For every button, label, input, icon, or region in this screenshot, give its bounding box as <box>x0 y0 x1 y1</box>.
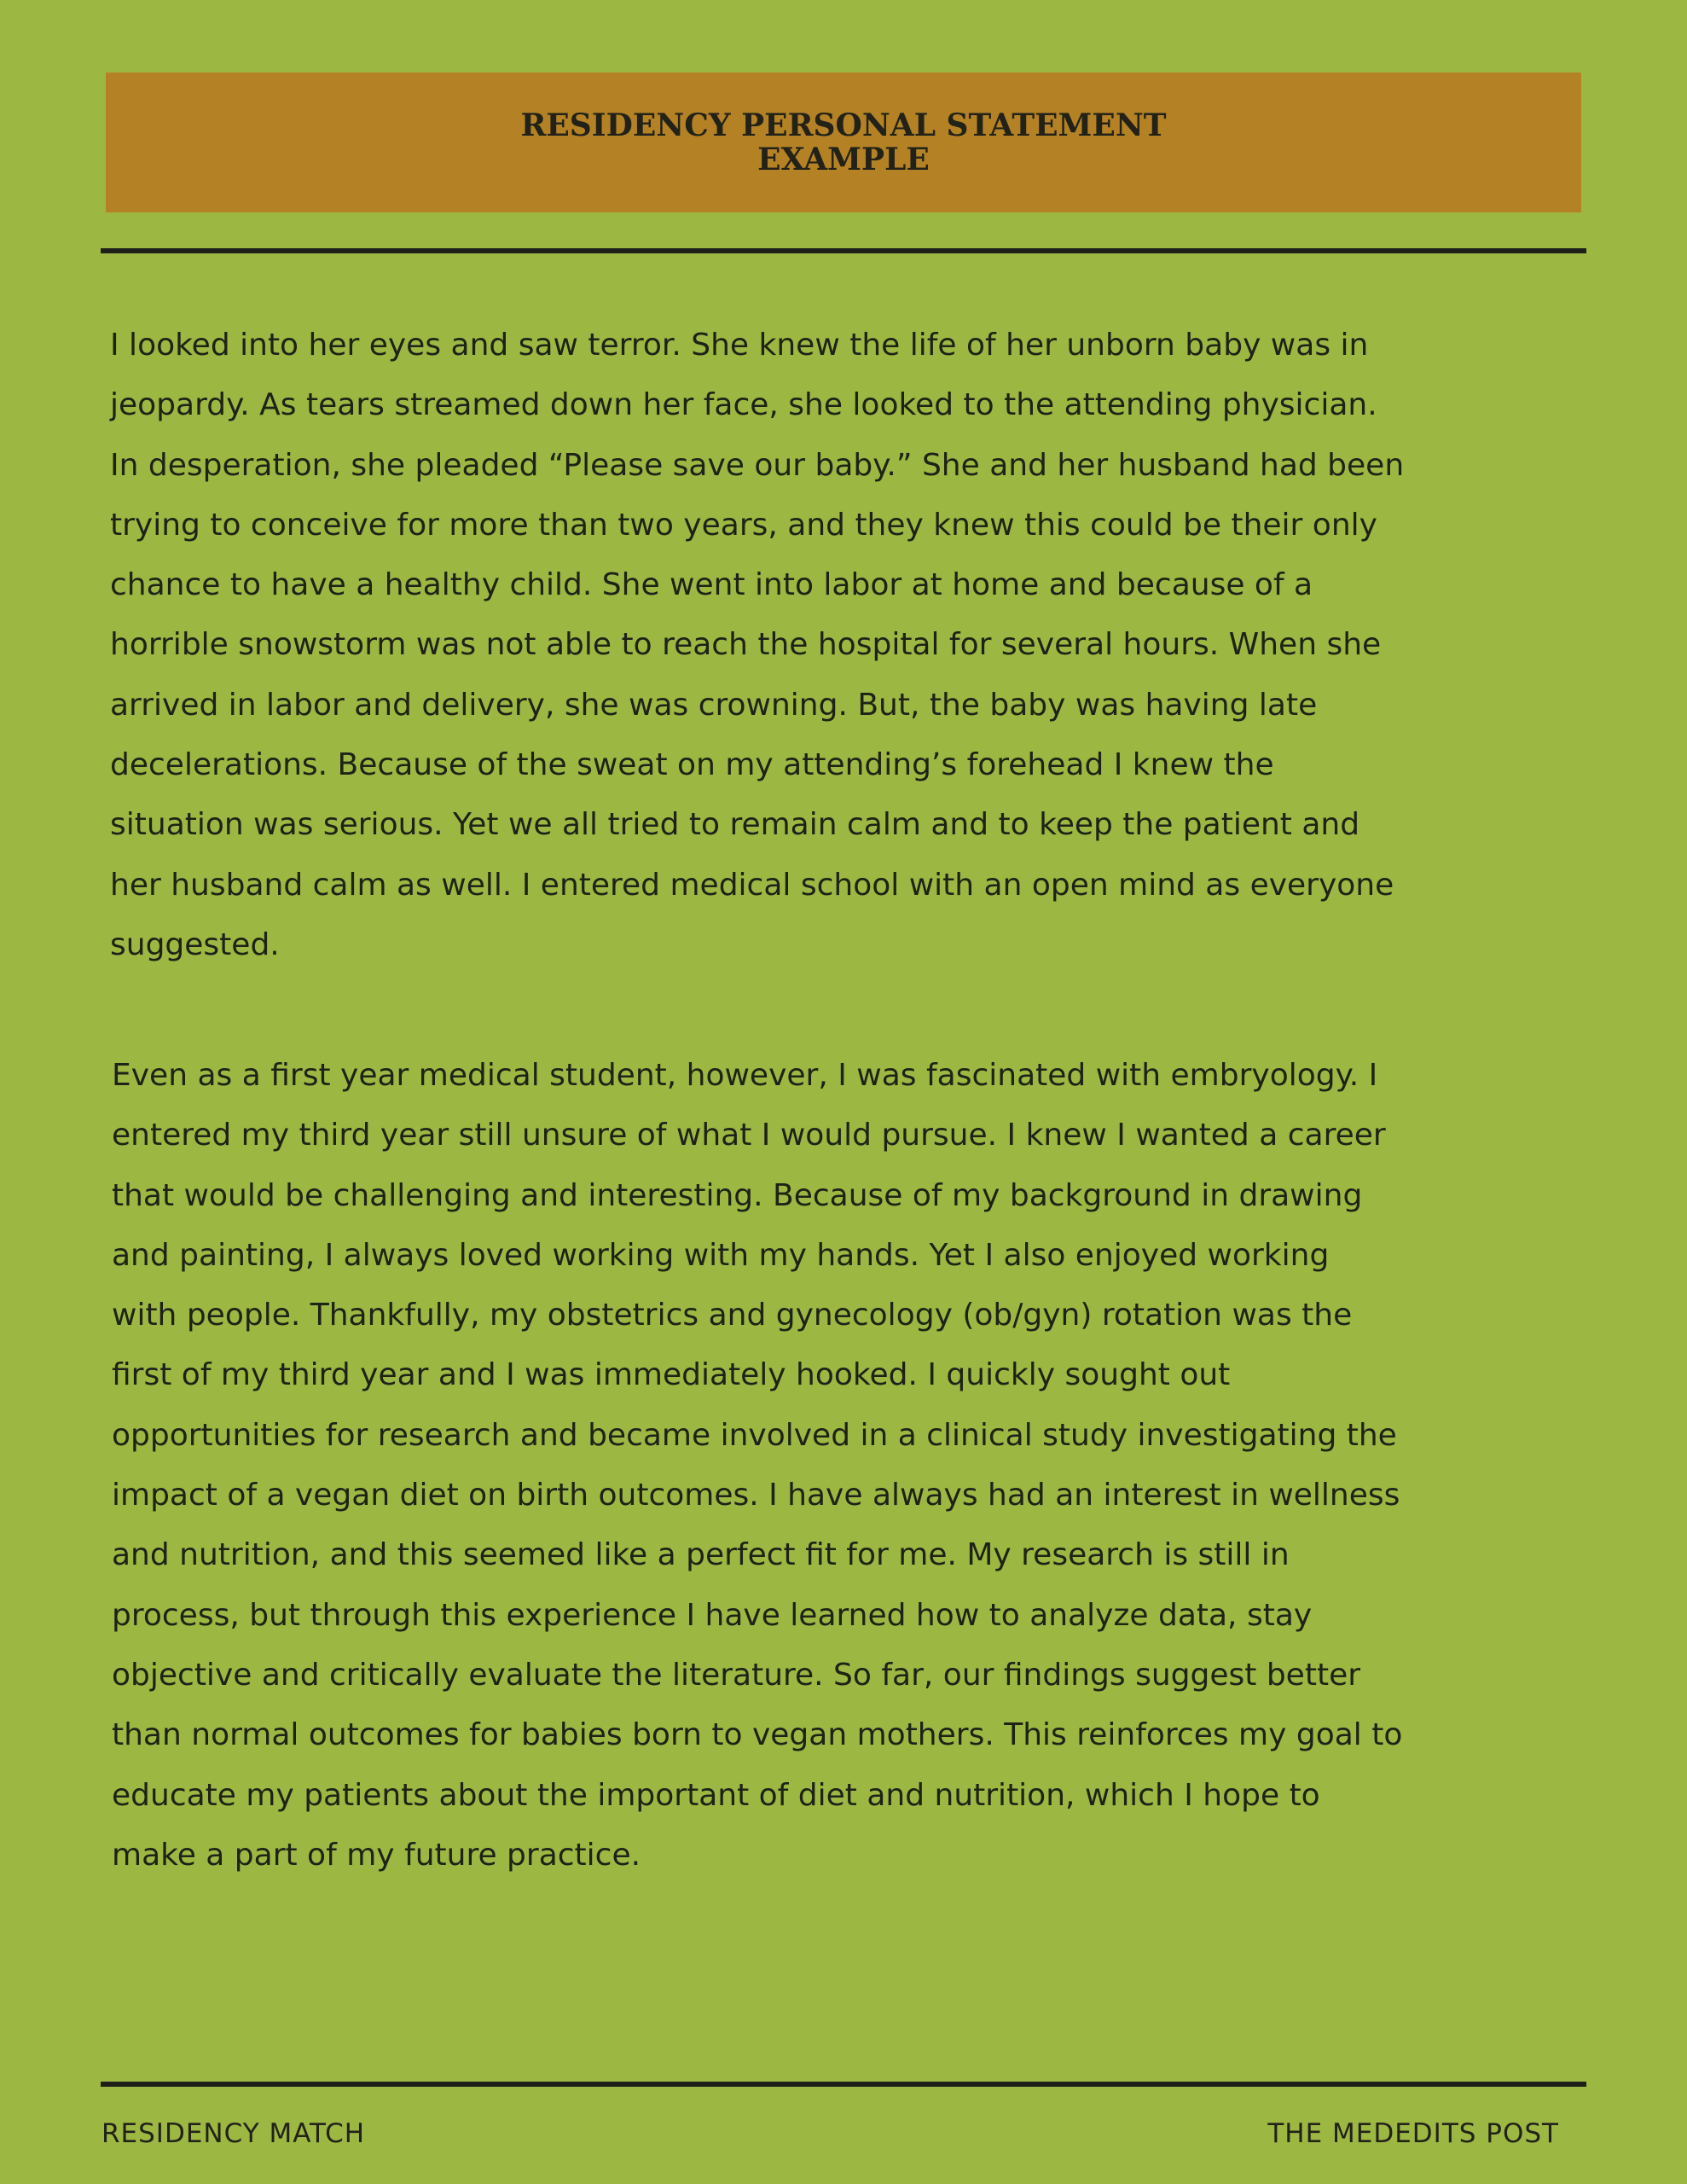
paragraph-line: trying to conceive for more than two years, and they knew this could be their only <box>110 507 1377 543</box>
paragraph-line: entered my third year still unsure of what I would pursue. I knew I wanted a career <box>112 1118 1386 1153</box>
paragraph-line: objective and critically evaluate the literature. So far, our findings suggest better <box>112 1657 1361 1693</box>
footer-right-label: THE MEDEDITS POST <box>1267 2118 1559 2149</box>
paragraph-line: that would be challenging and interesting. Because of my background in drawing <box>112 1177 1363 1213</box>
paragraph-line: arrived in labor and delivery, she was crowning. But, the baby was having late <box>110 687 1318 723</box>
paragraph-line: first of my third year and I was immediately hooked. I quickly sought out <box>112 1357 1231 1393</box>
paragraph-1 <box>110 316 1560 975</box>
paragraph-line: suggested. <box>110 926 280 962</box>
page-title-line-2: EXAMPLE <box>757 142 930 177</box>
paragraph-line: with people. Thankfully, my obstetrics and gynecology (ob/gyn) rotation was the <box>112 1298 1353 1333</box>
paragraph-line: opportunities for research and became involved in a clinical study investigating the <box>112 1417 1397 1453</box>
paragraph-line: impact of a vegan diet on birth outcomes. I have always had an interest in wellness <box>112 1478 1400 1513</box>
paragraph-line: process, but through this experience I have learned how to analyze data, stay <box>112 1597 1313 1633</box>
paragraph-line: and nutrition, and this seemed like a perfect fit for me. My research is still in <box>112 1537 1290 1573</box>
paragraph-line: jeopardy. As tears streamed down her face, she looked to the attending physician. <box>110 387 1377 423</box>
paragraph-line: make a part of my future practice. <box>112 1837 641 1873</box>
paragraph-line: chance to have a healthy child. She went into labor at home and because of a <box>110 567 1313 603</box>
paragraph-line: educate my patients about the important of diet and nutrition, which I hope to <box>112 1777 1320 1813</box>
paragraph-line: horrible snowstorm was not able to reach the hospital for several hours. When she <box>110 627 1382 663</box>
title-banner <box>106 73 1581 212</box>
paragraph-line: situation was serious. Yet we all tried to remain calm and to keep the patient and <box>110 807 1360 843</box>
footer-divider <box>101 2082 1586 2087</box>
paragraph-line: Even as a first year medical student, however, I was fascinated with embryology. I <box>112 1058 1378 1093</box>
paragraph-line: decelerations. Because of the sweat on my attending’s forehead I knew the <box>110 747 1274 783</box>
paragraph-line: In desperation, she pleaded “Please save our baby.” She and her husband had been <box>110 447 1405 483</box>
page-title-line-1: RESIDENCY PERSONAL STATEMENT <box>520 107 1167 143</box>
paragraph-line: her husband calm as well. I entered medical school with an open mind as everyone <box>110 867 1394 903</box>
paragraph-line: and painting, I always loved working with my hands. Yet I also enjoyed working <box>112 1237 1330 1273</box>
paragraph-line: than normal outcomes for babies born to vegan mothers. This reinforces my goal to <box>112 1717 1403 1753</box>
footer-left-label: RESIDENCY MATCH <box>101 2118 366 2149</box>
paragraph-line: I looked into her eyes and saw terror. She knew the life of her unborn baby was in <box>110 328 1369 363</box>
header-divider <box>101 248 1586 253</box>
paragraph-2 <box>112 1046 1562 1885</box>
